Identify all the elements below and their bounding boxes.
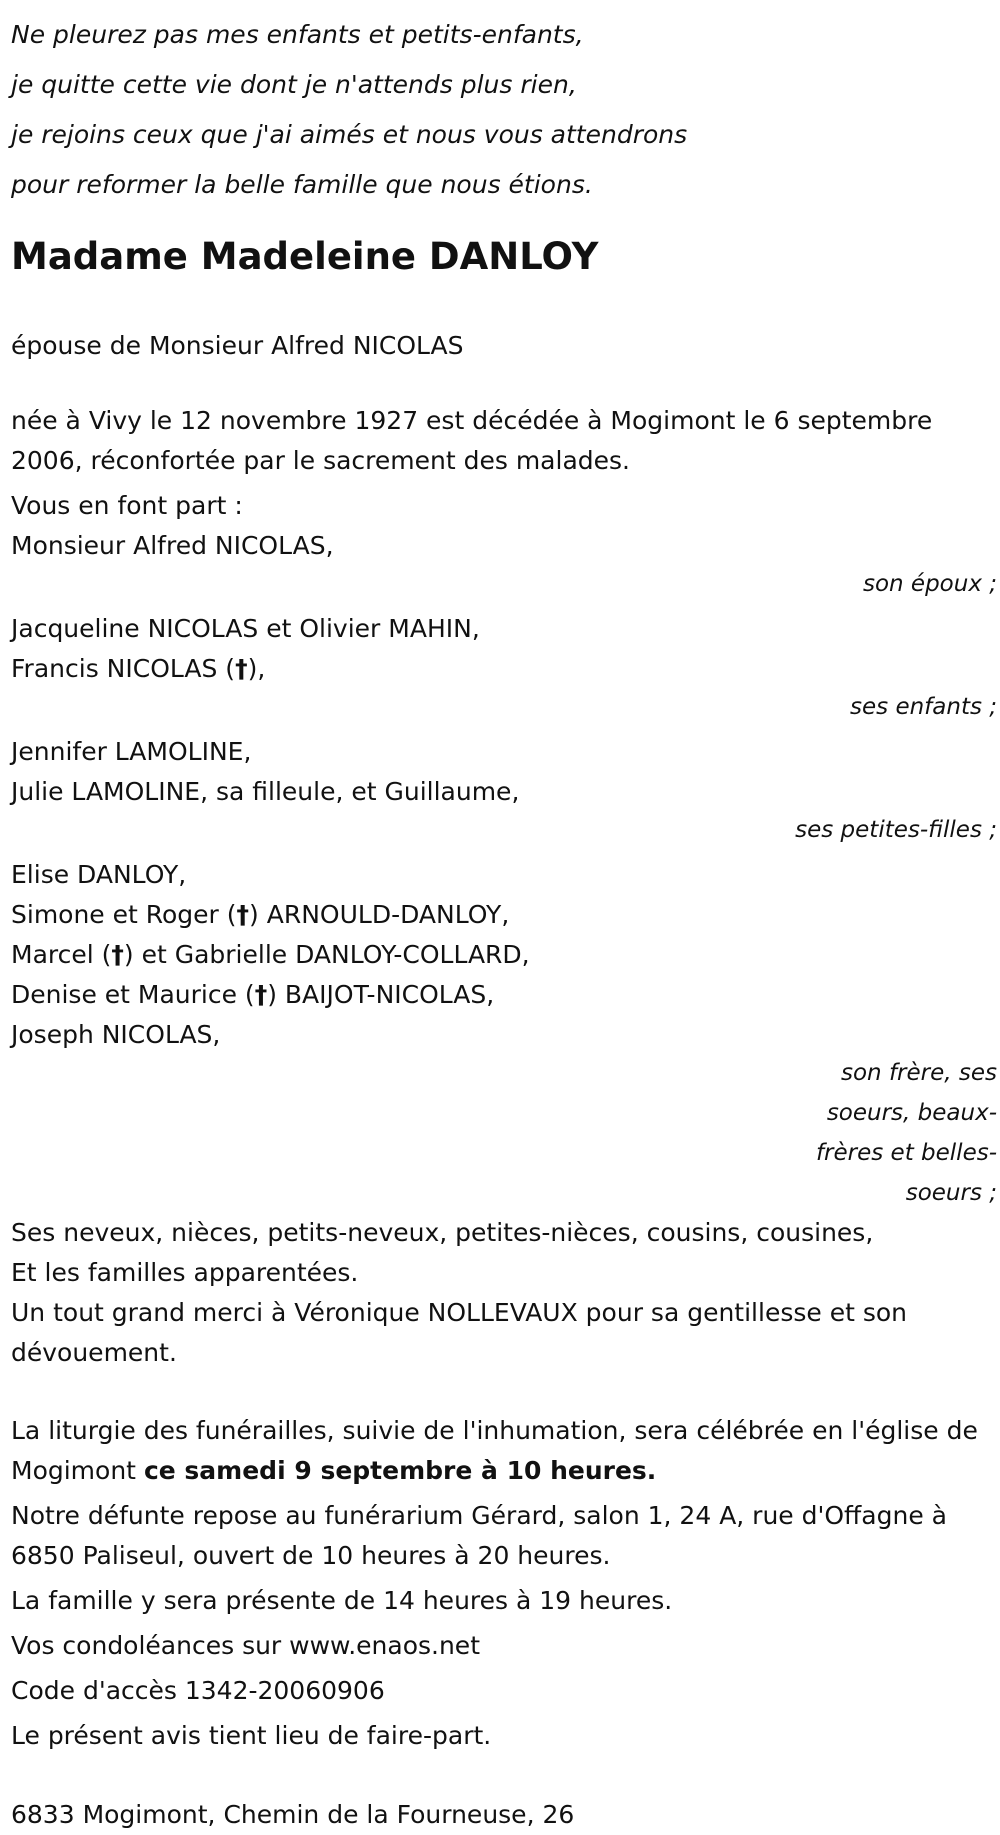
family-member: Elise DANLOY, bbox=[11, 860, 187, 889]
family-group-children bbox=[11, 609, 997, 727]
liturgy-line bbox=[11, 1411, 997, 1491]
address-line: 6833 Mogimont, Chemin de la Fourneuse, 26 bbox=[11, 1800, 575, 1829]
family-member: Jennifer LAMOLINE, bbox=[11, 737, 252, 766]
announcement-intro: Vous en font part : bbox=[11, 491, 243, 520]
deceased-cross-icon: † bbox=[111, 940, 124, 969]
extended-family-line: Ses neveux, nièces, petits-neveux, petites-nièces, cousins, cousines, bbox=[11, 1218, 874, 1247]
deceased-cross-icon: † bbox=[254, 980, 268, 1009]
family-member bbox=[11, 895, 997, 935]
poem-line: Ne pleurez pas mes enfants et petits-enfants, bbox=[11, 20, 584, 49]
member-name-part: ) ARNOULD-DANLOY, bbox=[249, 900, 510, 929]
member-name-part: ), bbox=[247, 654, 266, 683]
family-member bbox=[11, 975, 997, 1015]
thanks-line: Un tout grand merci à Véronique NOLLEVAUX pour sa gentillesse et son dévouement. bbox=[11, 1298, 907, 1367]
member-name-part: Francis NICOLAS ( bbox=[11, 654, 236, 683]
family-member: Joseph NICOLAS, bbox=[11, 1020, 221, 1049]
member-name-part: Marcel ( bbox=[11, 940, 112, 969]
related-families-line: Et les familles apparentées. bbox=[11, 1258, 359, 1287]
access-code-line: Code d'accès 1342-20060906 bbox=[11, 1676, 385, 1705]
funerarium-line: Notre défunte repose au funérarium Gérard, salon 1, 24 A, rue d'Offagne à 6850 Paliseul, ouvert de 10 heures à 20 heures. bbox=[11, 1501, 947, 1570]
family-member bbox=[11, 935, 997, 975]
poem-line: je quitte cette vie dont je n'attends plus rien, bbox=[11, 70, 577, 99]
funeral-details bbox=[11, 1411, 997, 1756]
family-member: Monsieur Alfred NICOLAS, bbox=[11, 531, 334, 560]
member-name-part: ) BAIJOT-NICOLAS, bbox=[267, 980, 495, 1009]
poem-line: je rejoins ceux que j'ai aimés et nous vous attendrons bbox=[11, 120, 688, 149]
announcement bbox=[11, 486, 997, 1373]
family-group-spouse bbox=[11, 526, 997, 604]
family-member bbox=[11, 649, 997, 689]
deceased-cross-icon: † bbox=[235, 654, 248, 683]
liturgy-date: ce samedi 9 septembre à 10 heures. bbox=[143, 1456, 657, 1485]
condolences-line: Vos condoléances sur www.enaos.net bbox=[11, 1631, 480, 1660]
notice-line: Le présent avis tient lieu de faire-part. bbox=[11, 1721, 492, 1750]
poem-line: pour reformer la belle famille que nous étions. bbox=[11, 170, 593, 199]
member-name-part: ) et Gabrielle DANLOY-COLLARD, bbox=[123, 940, 530, 969]
relation-label: son époux ; bbox=[862, 571, 997, 597]
family-member: Jacqueline NICOLAS et Olivier MAHIN, bbox=[11, 614, 480, 643]
deceased-cross-icon: † bbox=[236, 900, 250, 929]
family-group-siblings bbox=[11, 855, 997, 1213]
poem bbox=[11, 10, 997, 210]
member-name-part: Denise et Maurice ( bbox=[11, 980, 255, 1009]
birth-death-line: née à Vivy le 12 novembre 1927 est décédée à Mogimont le 6 septembre 2006, réconfortée par le sacrement des malades. bbox=[11, 406, 933, 475]
family-member: Julie LAMOLINE, sa filleule, et Guillaume, bbox=[11, 777, 520, 806]
relation-label: ses enfants ; bbox=[850, 694, 997, 720]
member-name-part: Simone et Roger ( bbox=[11, 900, 237, 929]
family-presence-line: La famille y sera présente de 14 heures à 19 heures. bbox=[11, 1586, 673, 1615]
family-group-granddaughters bbox=[11, 732, 997, 850]
relation-label: ses petites-filles ; bbox=[795, 817, 997, 843]
spouse-line: épouse de Monsieur Alfred NICOLAS bbox=[11, 331, 464, 360]
deceased-name: Madame Madeleine DANLOY bbox=[11, 235, 599, 278]
obituary-notice bbox=[11, 10, 997, 1835]
relation-label: son frère, ses soeurs, beaux-frères et belles-soeurs ; bbox=[815, 1060, 997, 1206]
liturgy-text: La liturgie des funérailles, suivie de l'inhumation, sera célébrée en l'église de Mogimont bbox=[11, 1416, 978, 1485]
